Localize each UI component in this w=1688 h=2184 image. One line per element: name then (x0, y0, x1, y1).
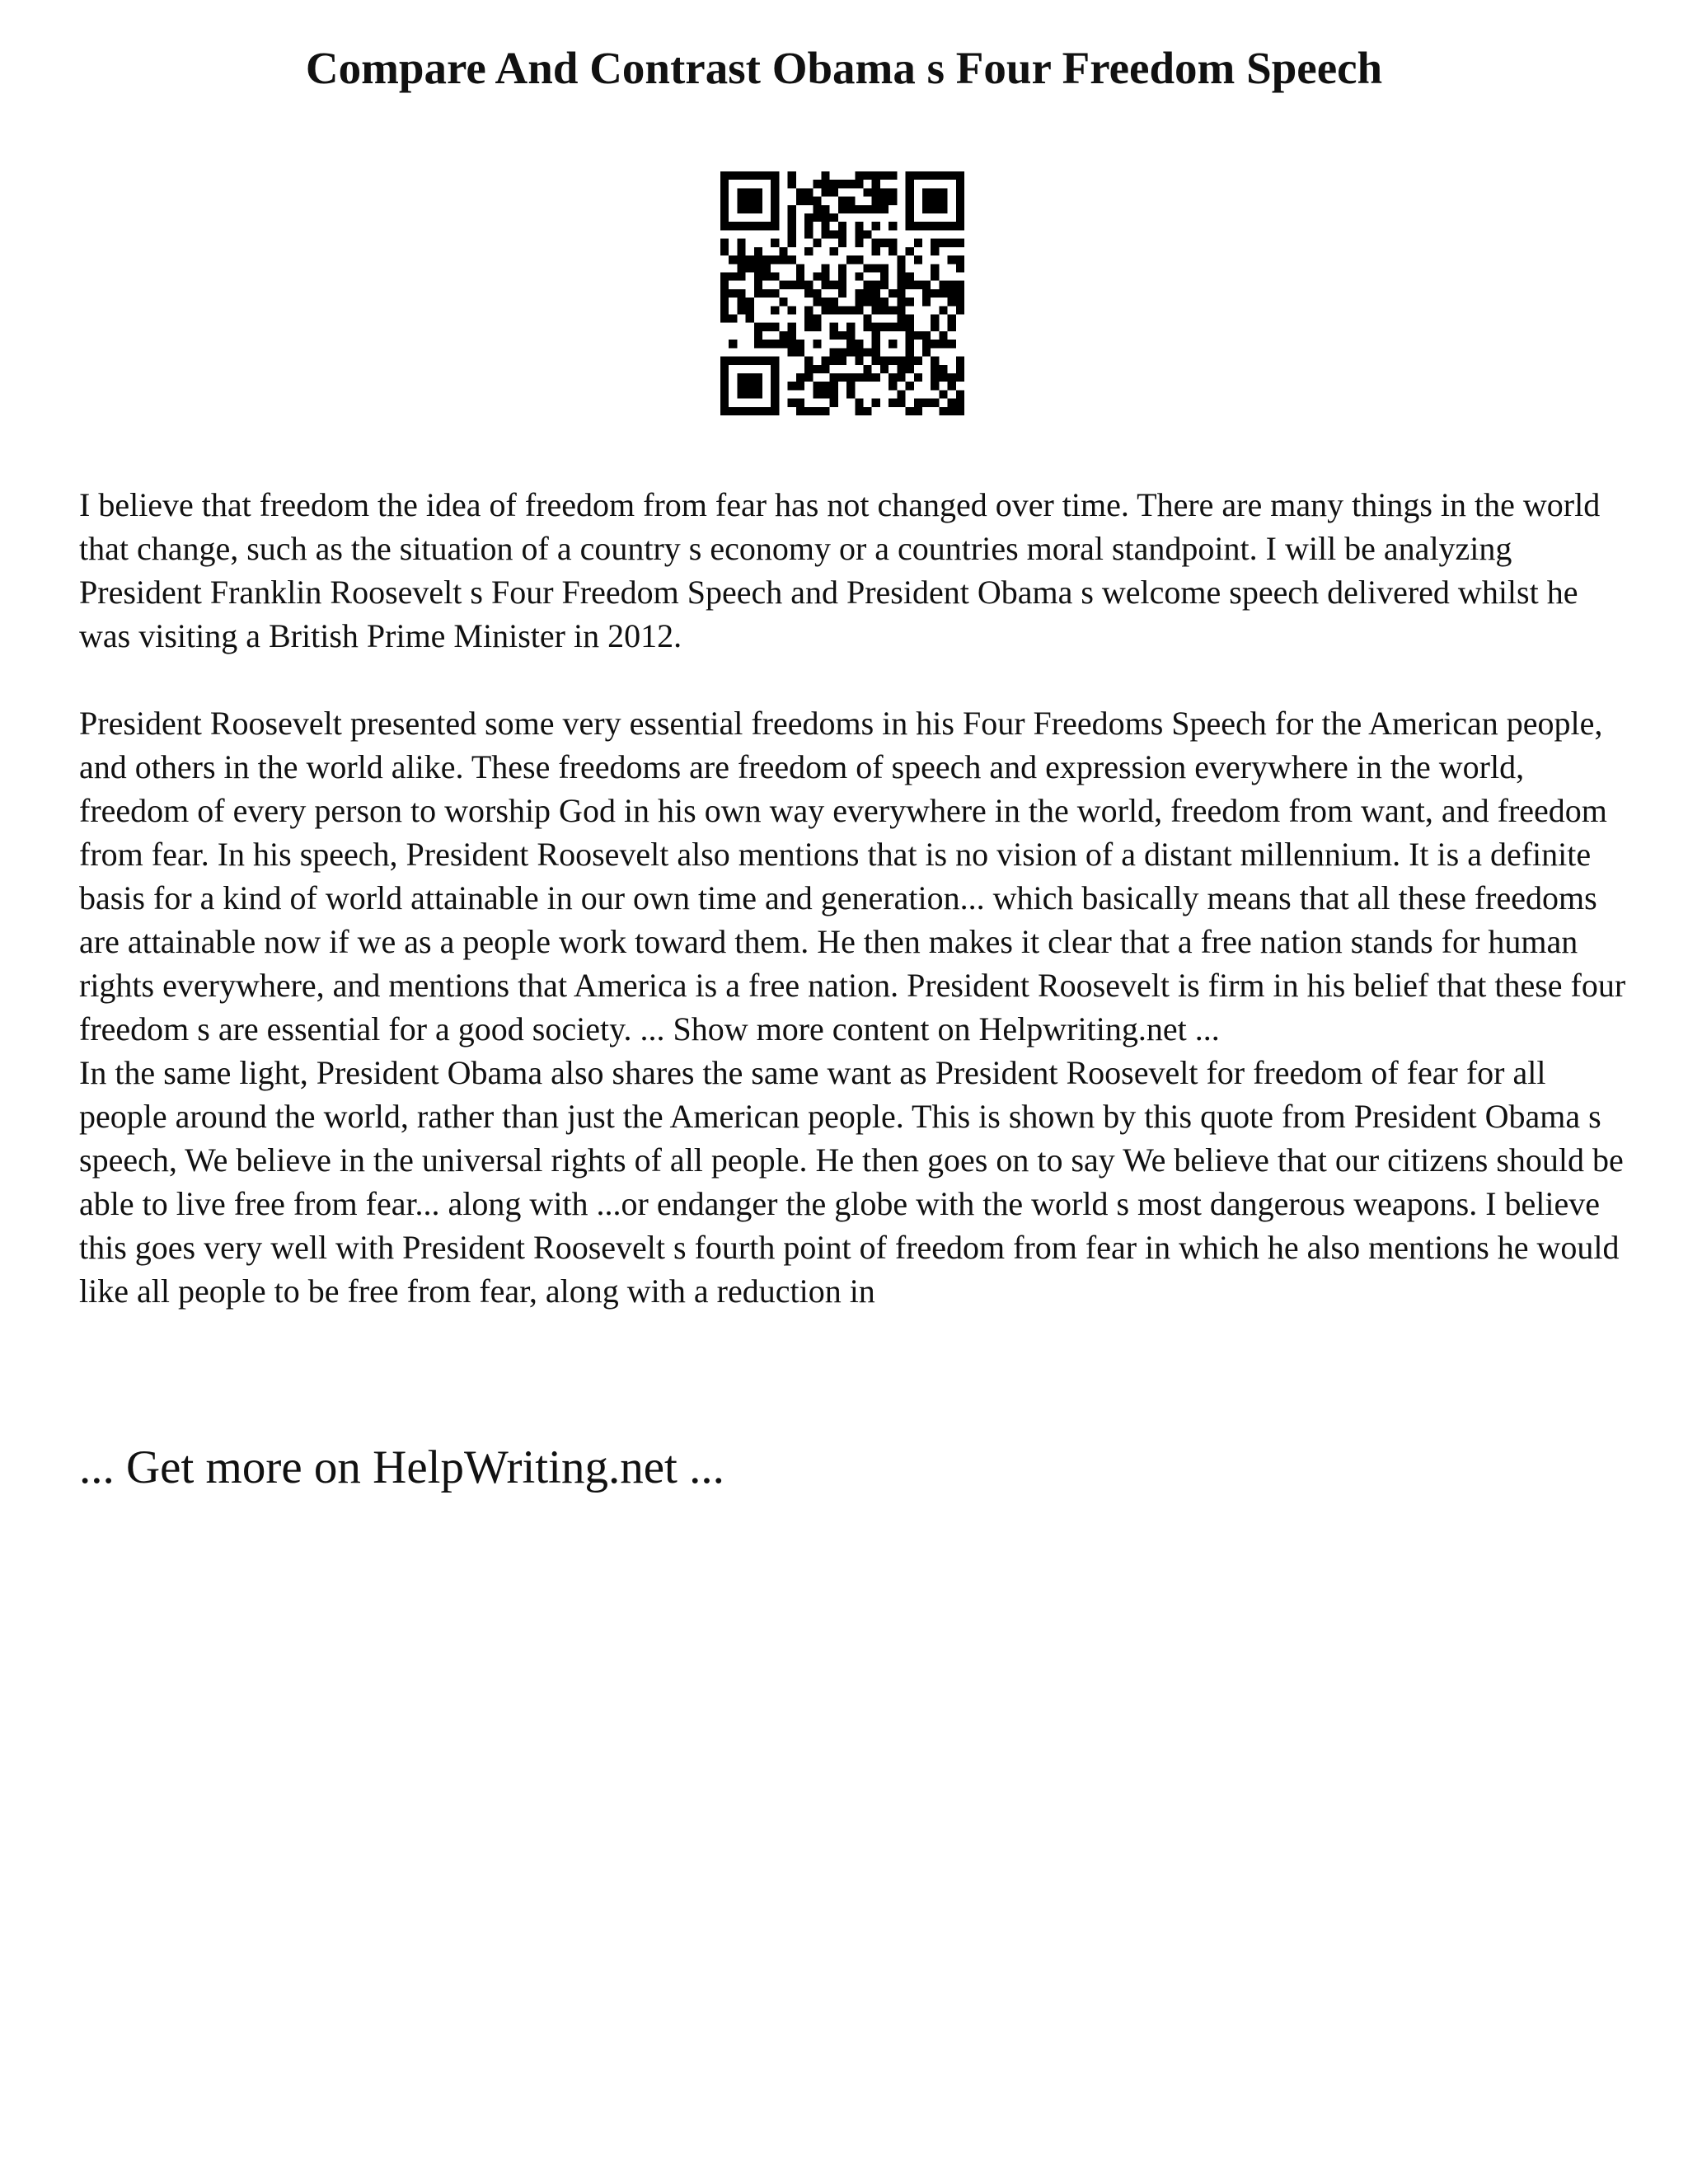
qr-code-graphic (720, 171, 964, 415)
paragraph-intro: I believe that freedom the idea of freedom from fear has not changed over time. There are many things in the world that change, such as the situation of a country s economy or a countries moral standpoint. I will be analyzing President Franklin Roosevelt s Four Freedom Speech and President Obama s welcome speech delivered whilst he was visiting a British Prime Minister in 2012. (79, 486, 1601, 654)
get-more-link[interactable]: ... Get more on HelpWriting.net ... (79, 1441, 724, 1493)
document-body (79, 483, 1629, 1313)
document-title: Compare And Contrast Obama s Four Freedom Speech (305, 43, 1383, 93)
paragraph-obama: In the same light, President Obama also shares the same want as President Roosevelt for freedom of fear for all people around the world, rather than just the American people. This is shown by this quote from President Obama s speech, We believe in the universal rights of all people. He then goes on to say We believe that our citizens should be able to live free from fear... along with ...or endanger the globe with the world s most dangerous weapons. I believe this goes very well with President Roosevelt s fourth point of freedom from fear in which he also mentions he would like all people to be free from fear, along with a reduction in (79, 1054, 1624, 1310)
paragraph-roosevelt: President Roosevelt presented some very essential freedoms in his Four Freedoms Speech for the American people, and others in the world alike. These freedoms are freedom of speech and expression everywhere in the world, freedom of every person to worship God in his own way everywhere in the world, freedom from want, and freedom from fear. In his speech, President Roosevelt also mentions that is no vision of a distant millennium. It is a definite basis for a kind of world attainable in our own time and generation... which basically means that all these freedoms are attainable now if we as a people work toward them. He then makes it clear that a free nation stands for human rights everywhere, and mentions that America is a free nation. President Roosevelt is firm in his belief that these four freedom s are essential for a good society. ... Show more content on Helpwriting.net ... (79, 705, 1626, 1047)
qr-code-icon[interactable] (720, 171, 964, 415)
